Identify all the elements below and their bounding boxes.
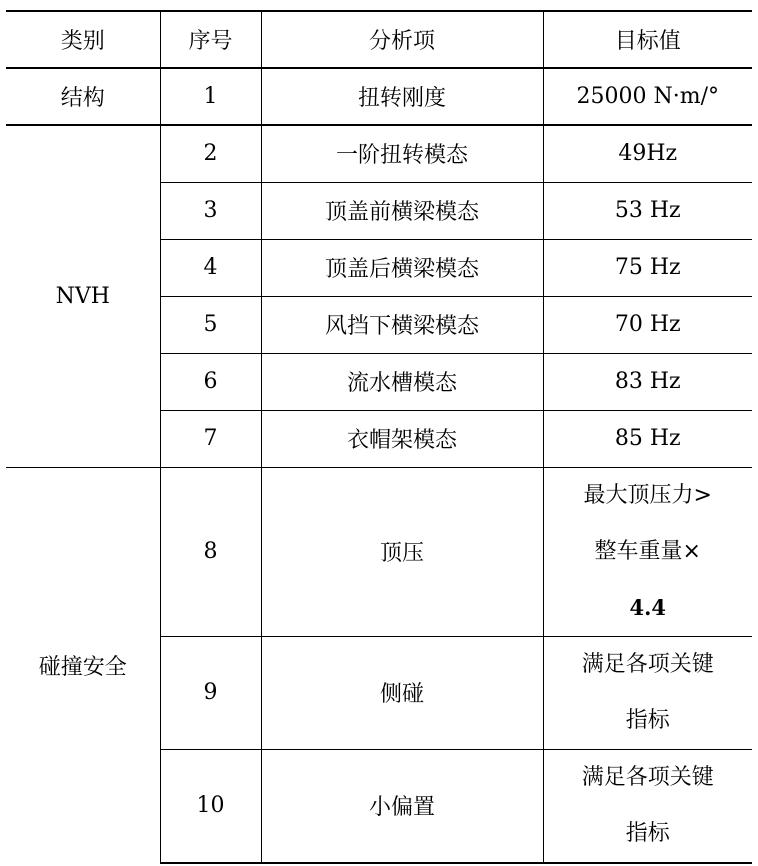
item-cell: 顶盖前横梁模态	[261, 182, 543, 239]
target-line: 最大顶压力>	[583, 482, 712, 508]
target-cell: 75 Hz	[543, 239, 752, 296]
target-line: 指标	[625, 707, 670, 733]
table-row	[6, 68, 752, 125]
target-cell: 70 Hz	[543, 296, 752, 353]
index-cell: 4	[160, 239, 261, 296]
target-line: 满足各项关键	[581, 651, 714, 677]
target-cell	[543, 636, 752, 749]
header-item: 分析项	[261, 11, 543, 68]
item-cell: 顶盖后横梁模态	[261, 239, 543, 296]
item-cell: 小偏置	[261, 749, 543, 863]
item-cell: 扭转刚度	[261, 68, 543, 125]
target-cell: 85 Hz	[543, 410, 752, 467]
analysis-target-table	[6, 10, 752, 864]
target-cell: 53 Hz	[543, 182, 752, 239]
index-cell: 9	[160, 636, 261, 749]
target-line: 指标	[625, 820, 670, 846]
index-cell: 7	[160, 410, 261, 467]
table-header-row	[6, 11, 752, 68]
table-row	[6, 125, 752, 182]
item-cell: 衣帽架模态	[261, 410, 543, 467]
index-cell: 2	[160, 125, 261, 182]
header-category: 类别	[6, 11, 160, 68]
target-line: 满足各项关键	[581, 764, 714, 790]
item-cell: 顶压	[261, 467, 543, 636]
target-cell	[543, 749, 752, 863]
target-line: 4.4	[629, 594, 667, 620]
category-cell: 碰撞安全	[38, 654, 127, 680]
target-cell: 25000 N·m/°	[543, 68, 752, 125]
index-cell: 5	[160, 296, 261, 353]
category-cell: NVH	[6, 125, 160, 467]
target-cell	[543, 467, 752, 636]
category-cell: 结构	[6, 68, 160, 125]
item-cell: 侧碰	[261, 636, 543, 749]
target-line: 整车重量×	[594, 538, 701, 564]
index-cell: 10	[160, 749, 261, 863]
target-cell: 83 Hz	[543, 353, 752, 410]
index-cell: 6	[160, 353, 261, 410]
header-target: 目标值	[543, 11, 752, 68]
item-cell: 风挡下横梁模态	[261, 296, 543, 353]
index-cell: 1	[160, 68, 261, 125]
header-index: 序号	[160, 11, 261, 68]
item-cell: 一阶扭转模态	[261, 125, 543, 182]
table-row	[6, 467, 752, 636]
index-cell: 8	[160, 467, 261, 636]
item-cell: 流水槽模态	[261, 353, 543, 410]
index-cell: 3	[160, 182, 261, 239]
target-cell: 49Hz	[543, 125, 752, 182]
